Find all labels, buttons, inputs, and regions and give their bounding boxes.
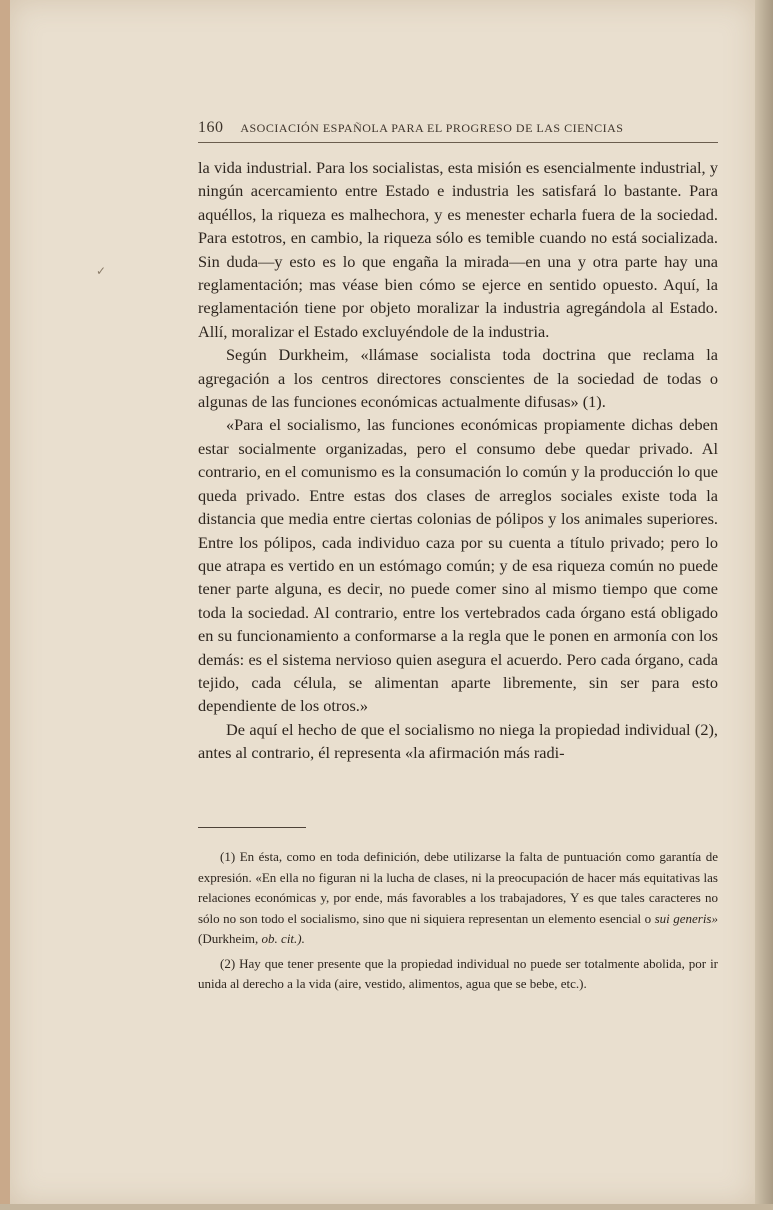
body-text <box>198 156 718 765</box>
paragraph: Según Durkheim, «llámase socialista toda doctrina que reclama la agregación a los centros directores conscientes de la sociedad de todas o algunas de las funciones económicas actualmente difusas» (1). <box>198 345 718 412</box>
margin-mark: ✓ <box>96 264 107 278</box>
paragraph: De aquí el hecho de que el socialismo no niega la propiedad individual (2), antes al contrario, él representa «la afirmación más radi- <box>198 719 718 763</box>
footnote-italic: ob. cit.). <box>261 931 305 946</box>
running-title: ASOCIACIÓN ESPAÑOLA PARA EL PROGRESO DE LAS CIENCIAS <box>240 121 624 135</box>
footnote-text: Hay que tener presente que la propiedad individual no puede ser totalmente abolida, por ir unida al derecho a la vida (aire, vestido, alimentos, agua que se bebe, etc.). <box>198 955 719 991</box>
footnote-marker: (1) <box>220 849 236 864</box>
paragraph: la vida industrial. Para los socialistas, esta misión es esencialmente industrial, y ningún acercamiento entre Estado e industria les satisfará lo bastante. Para aquéllos, la riqueza es malhechora, y es menester echarla fuera de la sociedad. Para estotros, en cambio, la riqueza sólo es temible cuando no está socializada. Sin duda—y esto es lo que engaña la mirada—en una y otra parte hay una reglamentación; mas véase bien cómo se ejerce en sentido opuesto. Aquí, la reglamentación tiene por objeto moralizar la industria agregándola al Estado. Allí, moralizar el Estado excluyéndole de la industria. <box>198 158 718 341</box>
footnote-text: En ésta, como en toda definición, debe utilizarse la falta de puntuación como garantía de expresión. «En ella no figuran ni la lucha de clases, ni la preocupación de hacer más equitativas las relaciones económicas y, por ende, más favorables a los trabajadores, Y es que tales caracteres no sólo no son todo el socialismo, sino que ni siquiera representan un elemento esencial o <box>198 849 718 926</box>
paragraph: «Para el socialismo, las funciones económicas propiamente dichas deben estar socialmente organizadas, pero el consumo debe quedar privado. Al contrario, en el comunismo es la consumación lo común y la producción lo que queda privado. Entre estas dos clases de arreglos sociales existe toda la distancia que media entre ciertas colonias de pólipos y los animales superiores. Entre los pólipos, cada individuo caza por su cuenta a título privado; pero lo que atrapa es vertido en un estómago común; y de esa riqueza común no puede tener parte alguna, es decir, no puede comer sino al mismo tiempo que come toda la sociedad. Al contrario, entre los vertebrados cada órgano está obligado en su funcionamiento a conformarse a la regla que le ponen en armonía con los demás: es el sistema nervioso quien asegura el acuerdo. Pero cada órgano, cada tejido, cada célula, se alimentan aparte libremente, sin ser para esto dependiente de los otros.» <box>198 415 718 716</box>
page-bottom-edge <box>0 1204 773 1210</box>
footnote-italic: sui generis» <box>654 910 718 926</box>
footnotes <box>198 847 718 999</box>
footnote-text: (Durkheim, <box>198 931 262 946</box>
footnote <box>198 847 718 950</box>
footnote <box>198 954 718 995</box>
page-right-edge <box>755 0 773 1210</box>
running-header <box>198 119 718 143</box>
page-number: 160 <box>198 119 224 136</box>
footnote-marker: (2) <box>220 955 236 971</box>
footnote-divider <box>198 827 306 828</box>
